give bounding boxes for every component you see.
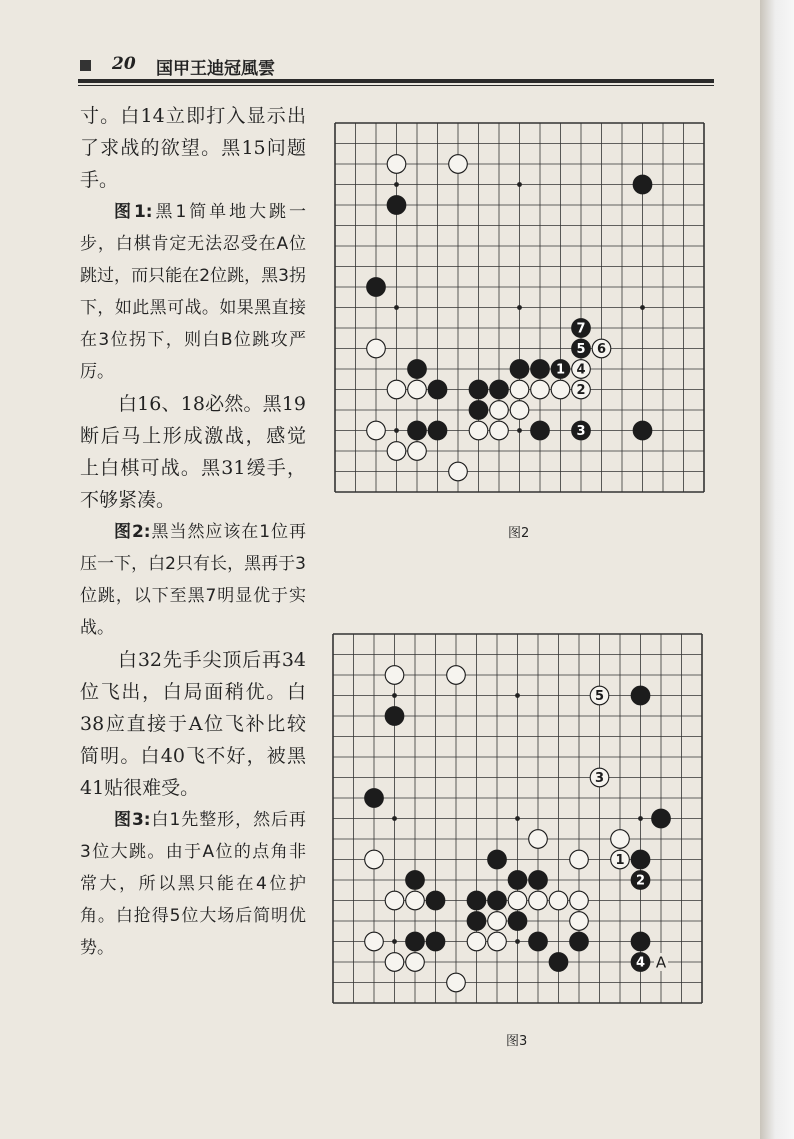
star-point	[638, 816, 643, 821]
white-stone	[529, 891, 548, 910]
white-stone	[549, 891, 568, 910]
star-point	[515, 939, 520, 944]
black-stone	[633, 421, 652, 440]
black-stone	[385, 707, 404, 726]
star-point	[392, 693, 397, 698]
black-stone	[631, 686, 650, 705]
black-stone	[631, 850, 650, 869]
white-stone	[570, 850, 589, 869]
move-number: 6	[596, 342, 607, 358]
white-stone	[529, 830, 548, 849]
white-stone	[488, 912, 507, 931]
paragraph-4	[80, 644, 306, 804]
paragraph-text: 寸。白14立即打入显示出了求战的欲望。黑15问题手。	[80, 105, 306, 191]
star-point	[517, 428, 522, 433]
move-number: 4	[635, 955, 646, 971]
star-point	[517, 182, 522, 187]
star-point	[392, 939, 397, 944]
white-stone	[365, 850, 384, 869]
paragraph-2	[80, 388, 306, 516]
black-stone	[549, 953, 568, 972]
white-stone	[611, 830, 630, 849]
black-stone	[469, 380, 488, 399]
black-stone	[406, 871, 425, 890]
black-stone	[426, 932, 445, 951]
white-stone	[551, 380, 570, 399]
black-stone	[529, 871, 548, 890]
paragraph-text: 白16、18必然。黑19断后马上形成激战，感觉上白棋可战。黑31缓手，不够紧凑。	[80, 393, 306, 511]
white-stone	[408, 442, 427, 461]
white-stone	[488, 932, 507, 951]
white-stone	[469, 421, 488, 440]
white-stone	[510, 380, 529, 399]
white-stone	[385, 891, 404, 910]
white-stone	[449, 462, 468, 481]
black-stone	[531, 421, 550, 440]
star-point	[394, 182, 399, 187]
move-number: 1	[555, 362, 566, 378]
black-stone	[508, 912, 527, 931]
figure-label: 图3:	[114, 810, 151, 830]
black-stone	[365, 789, 384, 808]
black-stone	[367, 278, 386, 297]
star-point	[515, 693, 520, 698]
paragraph-3	[80, 516, 306, 644]
black-stone	[428, 380, 447, 399]
white-stone	[406, 953, 425, 972]
move-number: 3	[594, 771, 605, 787]
white-stone	[447, 973, 466, 992]
black-stone	[406, 932, 425, 951]
star-point	[517, 305, 522, 310]
figure-3-caption: 图3	[506, 1034, 528, 1049]
move-number: 7	[576, 321, 586, 337]
white-stone	[447, 666, 466, 685]
black-stone	[652, 809, 671, 828]
paragraph-0	[80, 100, 306, 196]
white-stone	[510, 401, 529, 420]
black-stone	[529, 932, 548, 951]
black-stone	[387, 196, 406, 215]
white-stone	[387, 380, 406, 399]
white-stone	[367, 421, 386, 440]
white-stone	[387, 155, 406, 174]
black-stone	[531, 360, 550, 379]
book-title: 国甲王迪冠風雲	[156, 59, 275, 79]
white-stone	[387, 442, 406, 461]
figure-label: 图1:	[114, 202, 153, 222]
book-spine-edge	[760, 0, 794, 1139]
move-number: 3	[576, 424, 586, 440]
white-stone	[467, 932, 486, 951]
star-point	[392, 816, 397, 821]
paragraph-text: 黑1简单地大跳一步，白棋肯定无法忍受在A位跳过，而只能在2位跳，黑3拐下，如此黑可战。如果黑直接在3位拐下，则白B位跳攻严厉。	[80, 202, 306, 382]
move-number: 5	[576, 342, 586, 358]
header-rule-thick	[78, 79, 714, 83]
move-number: 5	[594, 689, 605, 705]
paragraph-text: 白1先整形，然后再3位大跳。由于A位的点角非常大，所以黑只能在4位护角。白抢得5位大场后简明优势。	[80, 810, 306, 958]
black-stone	[408, 421, 427, 440]
white-stone	[365, 932, 384, 951]
paragraph-text: 白32先手尖顶后再34位飞出，白局面稍优。白38应直接于A位飞补比较简明。白40飞不好，被黑41贴很难受。	[80, 649, 306, 799]
black-stone	[408, 360, 427, 379]
white-stone	[367, 339, 386, 358]
figure-2-caption: 图2	[508, 526, 530, 541]
white-stone	[406, 891, 425, 910]
white-stone	[490, 401, 509, 420]
white-stone	[508, 891, 527, 910]
white-stone	[531, 380, 550, 399]
page-number: 20	[112, 54, 136, 74]
star-point	[394, 305, 399, 310]
black-stone	[510, 360, 529, 379]
white-stone	[570, 912, 589, 931]
star-point	[515, 816, 520, 821]
black-stone	[633, 175, 652, 194]
black-stone	[488, 850, 507, 869]
black-stone	[490, 380, 509, 399]
figure-label: 图2:	[114, 522, 151, 542]
white-stone	[385, 666, 404, 685]
black-stone	[508, 871, 527, 890]
black-stone	[570, 932, 589, 951]
white-stone	[408, 380, 427, 399]
star-point	[394, 428, 399, 433]
point-label: A	[655, 953, 667, 972]
black-stone	[488, 891, 507, 910]
black-stone	[426, 891, 445, 910]
header-square-mark	[80, 60, 91, 71]
move-number: 2	[635, 873, 646, 889]
move-number: 1	[615, 853, 625, 869]
move-number: 2	[576, 383, 586, 399]
move-number: 4	[576, 362, 586, 378]
go-diagram-3	[328, 629, 714, 1013]
white-stone	[385, 953, 404, 972]
black-stone	[428, 421, 447, 440]
paragraph-5	[80, 804, 306, 964]
black-stone	[469, 401, 488, 420]
white-stone	[449, 155, 468, 174]
star-point	[640, 305, 645, 310]
white-stone	[490, 421, 509, 440]
black-stone	[467, 891, 486, 910]
paragraph-1	[80, 196, 306, 388]
white-stone	[570, 891, 589, 910]
header-rule-thin	[78, 85, 714, 86]
paragraph-text: 黑当然应该在1位再压一下，白2只有长，黑再于3位跳，以下至黑7明显优于实战。	[80, 522, 306, 638]
go-diagram-2	[330, 118, 716, 502]
black-stone	[631, 932, 650, 951]
board-background	[330, 118, 716, 502]
text-column	[80, 100, 306, 964]
black-stone	[467, 912, 486, 931]
